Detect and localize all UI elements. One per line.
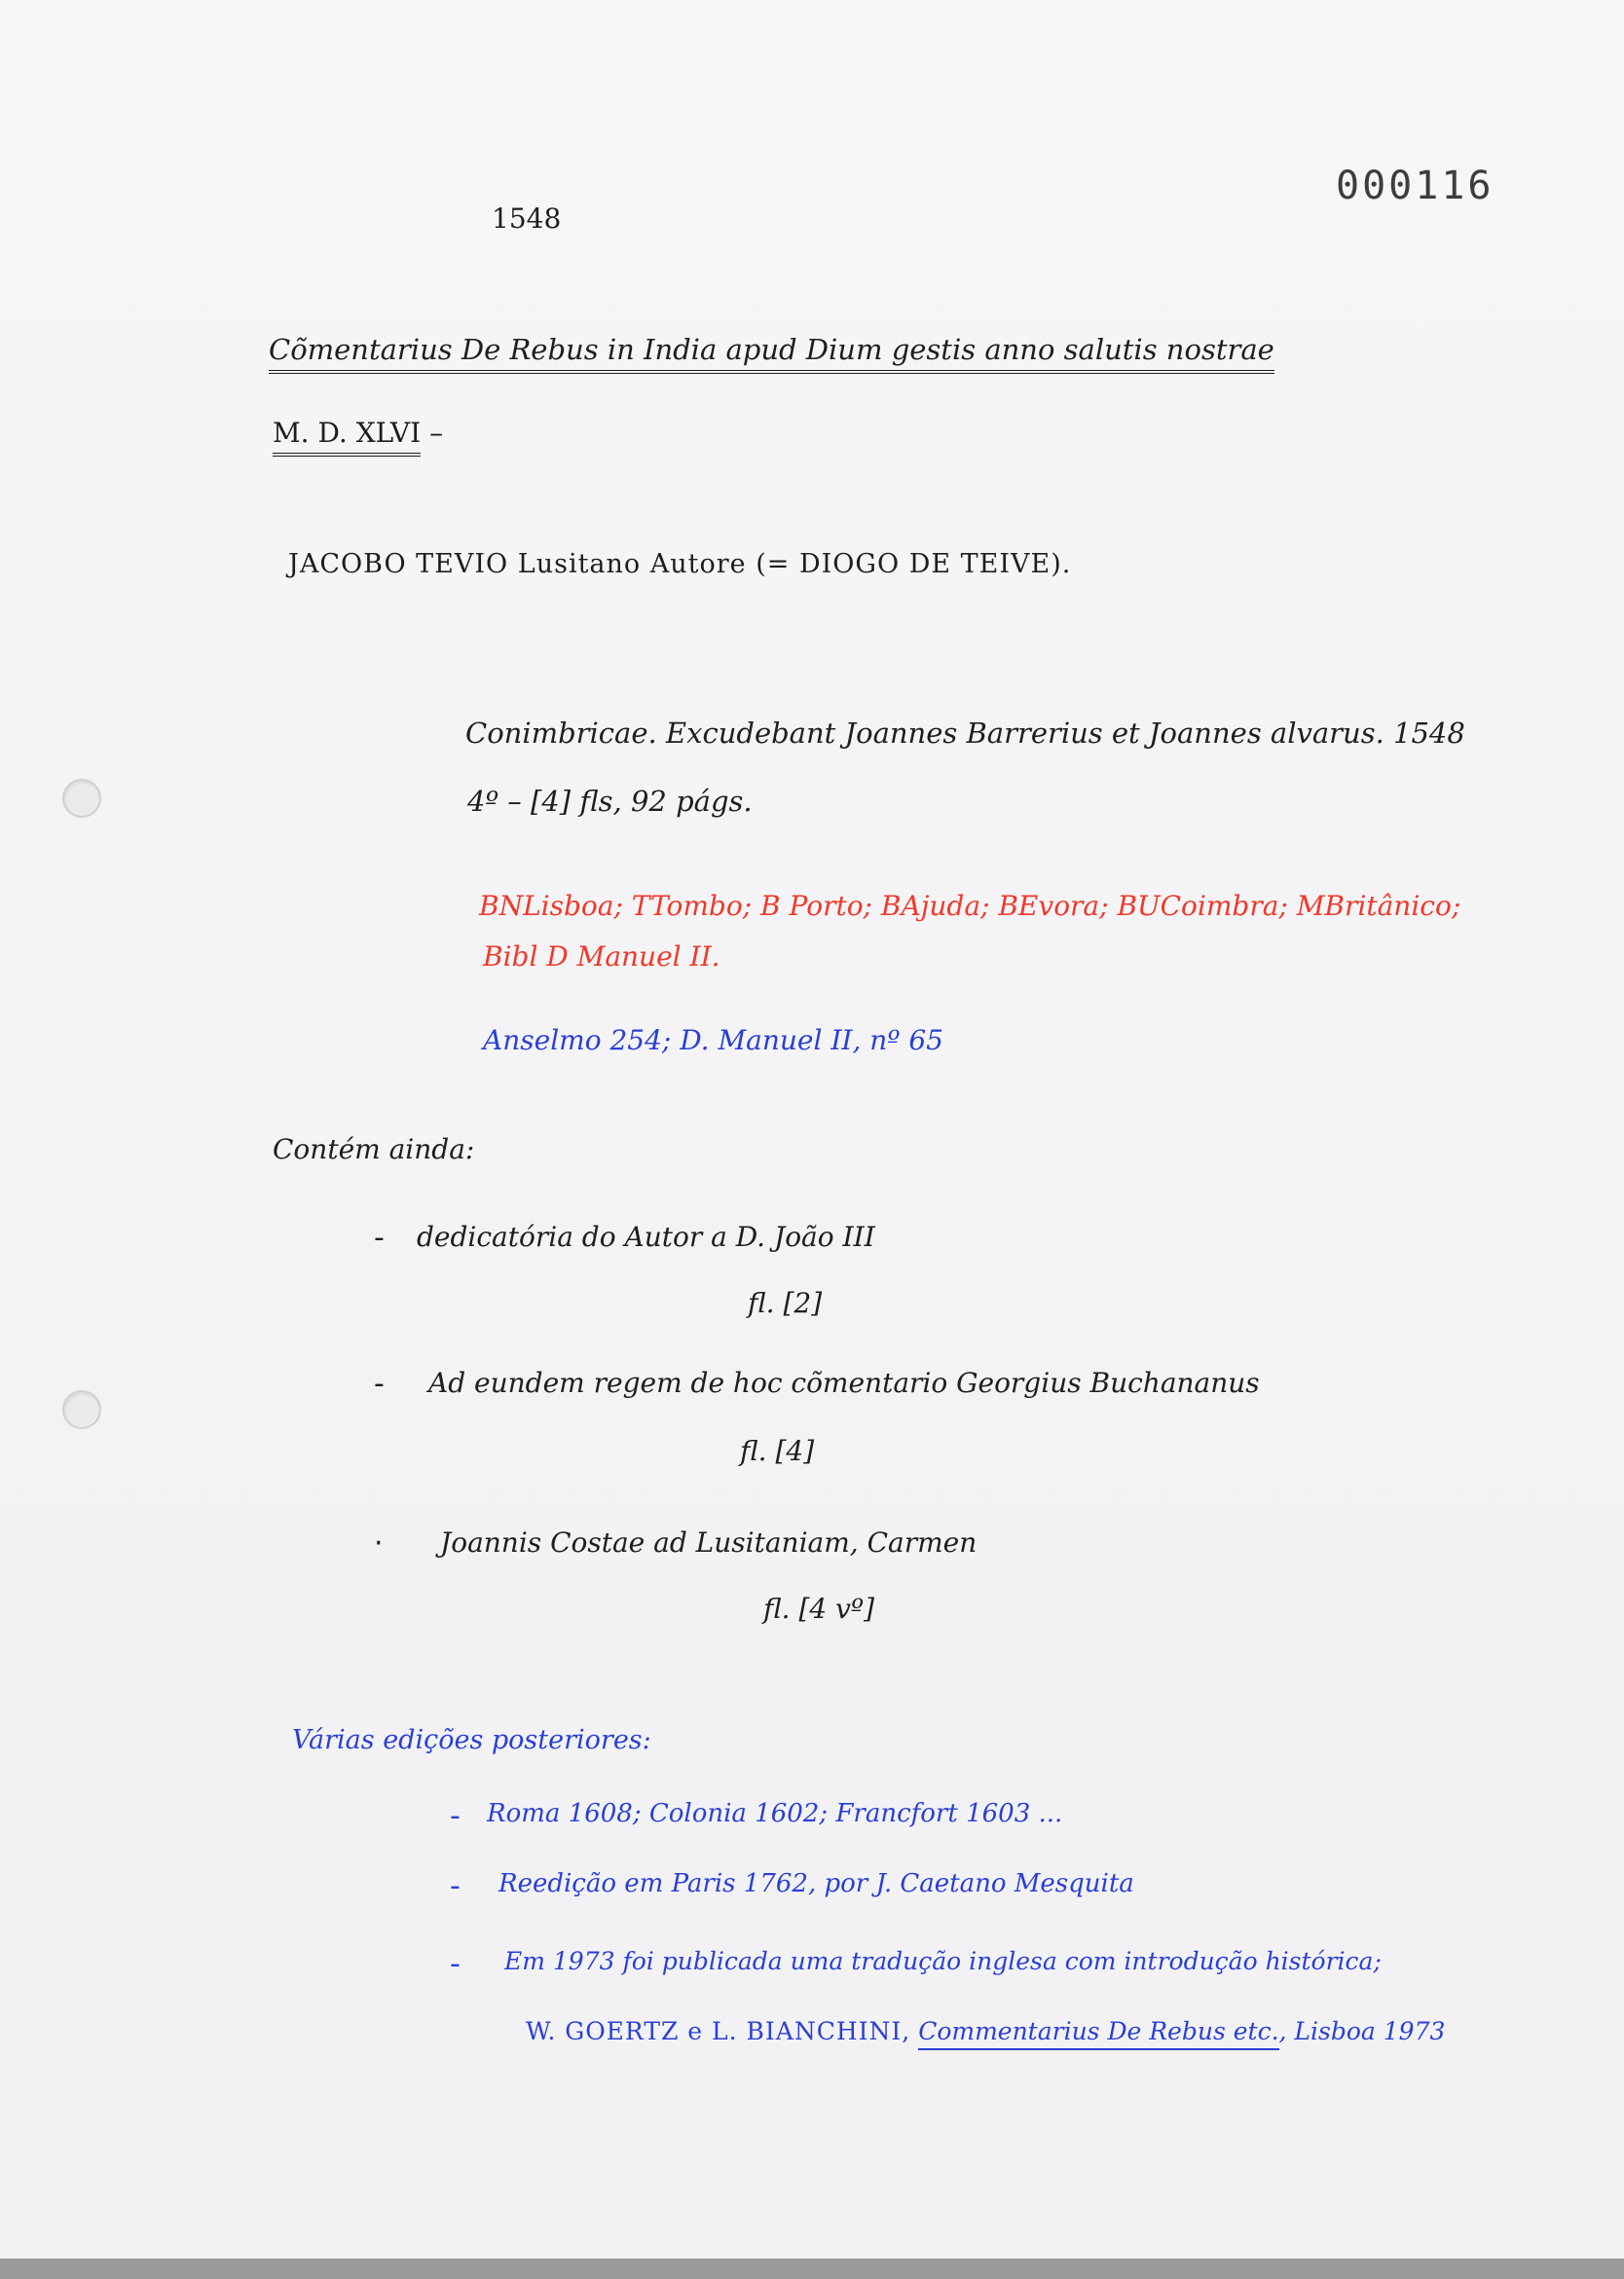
editions-item-1: Roma 1608; Colonia 1602; Francfort 1603 ... — [487, 1799, 1063, 1828]
contents-dash-2: - — [374, 1367, 385, 1401]
edition-authors: W. GOERTZ e L. BIANCHINI, — [526, 2017, 911, 2045]
contents-item-2: Ad eundem regem de hoc cõmentario Georgius Buchananus — [428, 1367, 1260, 1399]
references-line: Anselmo 254; D. Manuel II, nº 65 — [483, 1024, 943, 1056]
archive-number-stamp: 000116 — [1336, 164, 1495, 208]
editions-dash-3: - — [450, 1947, 461, 1981]
work-title-line2-wrap — [273, 417, 443, 449]
scan-bottom-edge — [0, 2259, 1624, 2279]
contents-ref-3: fl. [4 vº] — [763, 1593, 875, 1625]
editions-citation — [526, 2017, 1445, 2045]
contents-ref-1: fl. [2] — [748, 1287, 823, 1319]
contents-ref-2: fl. [4] — [740, 1435, 815, 1467]
contents-item-3: Joannis Costae ad Lusitaniam, Carmen — [440, 1526, 978, 1559]
contents-dash-1: - — [374, 1221, 385, 1255]
editions-item-3: Em 1973 foi publicada uma tradução inglesa com introdução histórica; — [504, 1947, 1382, 1975]
work-title-line1: Cõmentarius De Rebus in India apud Dium gestis anno salutis nostrae — [269, 333, 1274, 374]
edition-place: , Lisboa 1973 — [1278, 2017, 1446, 2045]
editions-dash-2: - — [450, 1869, 461, 1903]
work-title-dash: – — [429, 417, 444, 449]
imprint-line: Conimbricae. Excudebant Joannes Barrerius et Joannes alvarus. 1548 — [465, 717, 1465, 750]
punch-hole-top — [62, 779, 101, 818]
editions-heading: Várias edições posteriores: — [292, 1725, 651, 1755]
edition-title: Commentarius De Rebus etc. — [918, 2017, 1278, 2050]
work-title-line2: M. D. XLVI — [273, 417, 421, 457]
libraries-line2: Bibl D Manuel II. — [483, 940, 720, 973]
contents-dash-3: · — [374, 1526, 384, 1561]
editions-item-2: Reedição em Paris 1762, por J. Caetano Mesquita — [498, 1869, 1134, 1898]
punch-hole-bottom — [62, 1390, 101, 1429]
year-label: 1548 — [492, 202, 562, 235]
author-line: JACOBO TEVIO Lusitano Autore (= DIOGO DE TEIVE). — [288, 549, 1072, 579]
libraries-line1: BNLisboa; TTombo; B Porto; BAjuda; BEvora; BUCoimbra; MBritânico; — [479, 890, 1461, 922]
format-line: 4º – [4] fls, 92 págs. — [467, 785, 753, 818]
contents-heading: Contém ainda: — [273, 1133, 475, 1165]
contents-item-1: dedicatória do Autor a D. João III — [417, 1221, 875, 1253]
editions-dash-1: - — [450, 1799, 461, 1833]
